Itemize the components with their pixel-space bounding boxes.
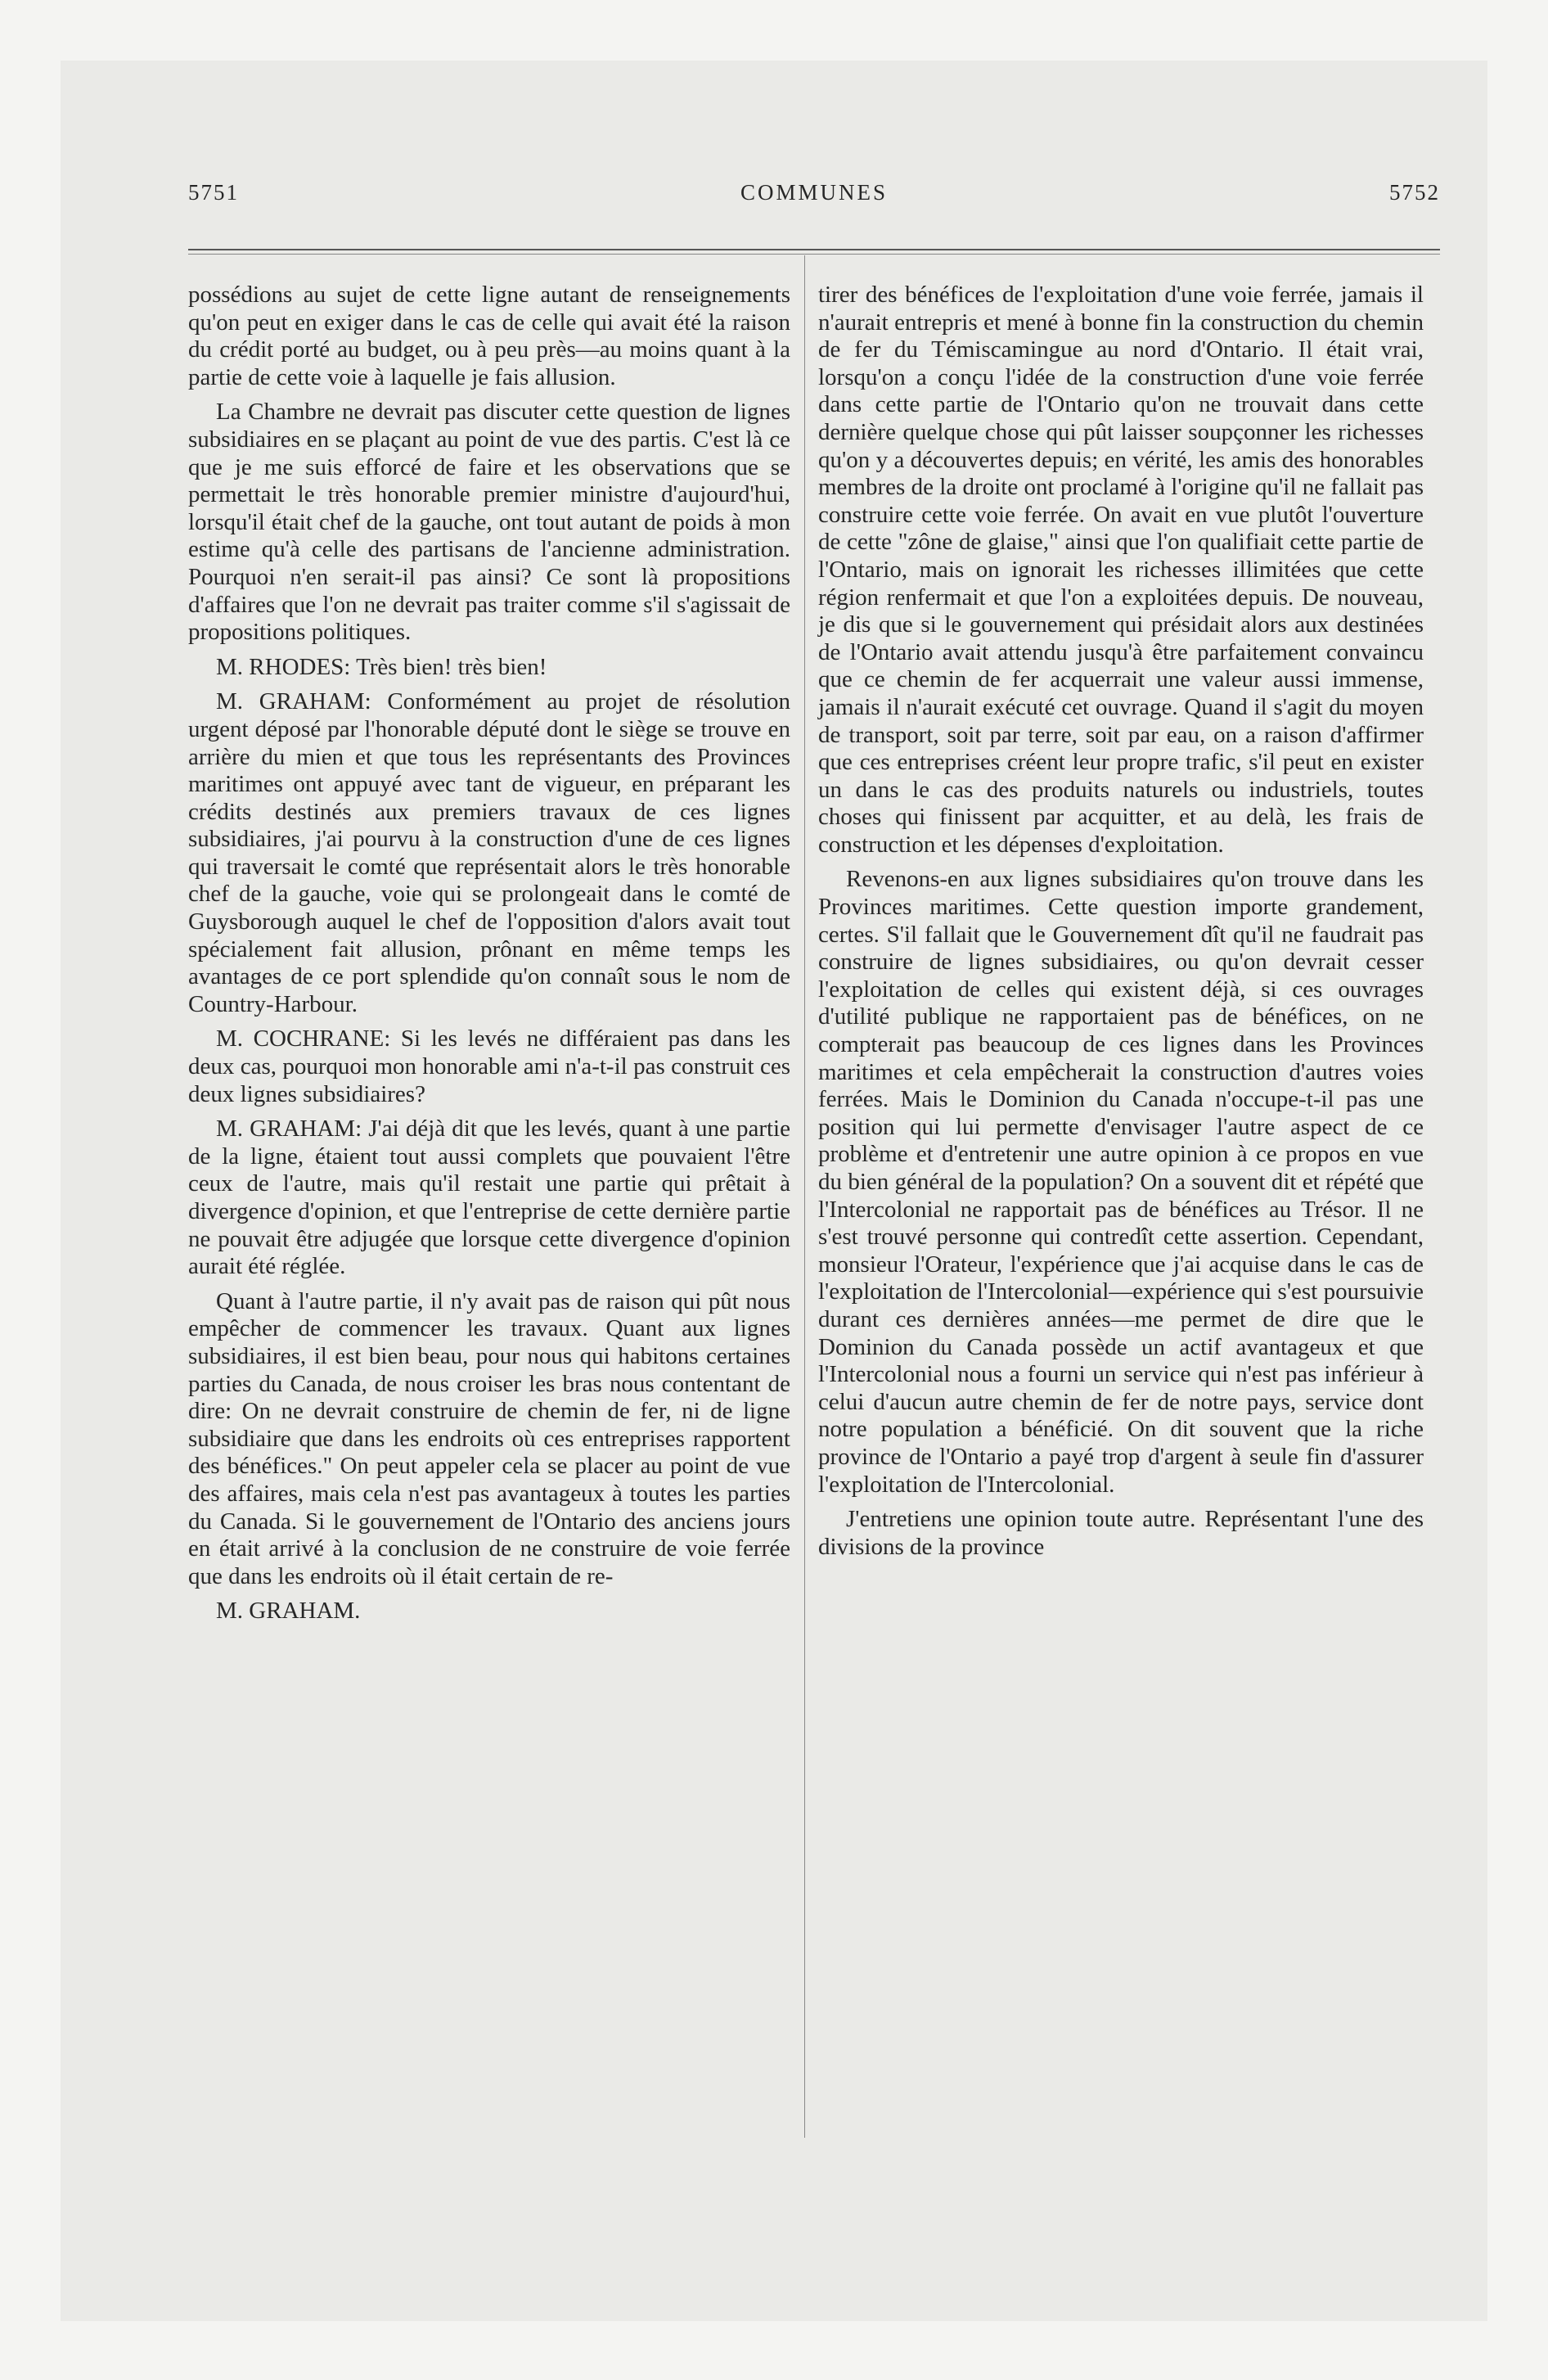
right-column: [818, 282, 1424, 1568]
speaker-signature: M. GRAHAM.: [216, 1598, 361, 1625]
paragraph: M. RHODES: Très bien! très bien!: [216, 653, 547, 680]
paragraph: M. COCHRANE: Si les levés ne différaient pas dans les deux cas, pourquoi mon honorable ami n'a-t-il pas construit ces deux lignes subsidiaires?: [188, 1025, 790, 1107]
paragraph: M. GRAHAM: Conformément au projet de résolution urgent déposé par l'honorable député dont le siège se trouve en arrière du mien et que tous les représentants des Provinces maritimes ont appuyé avec tant de vigueur, en préparant les crédits destinés aux premiers travaux de ces lignes subsidiaires, j'ai pourvu à la construction d'une de ces lignes qui traversait le comté que représentait alors le très honorable chef de la gauche, voie qui se prolongeait dans le comté de Guysborough auquel le chef de l'opposition d'alors avait tout spécialement fait allusion, prônant en même temps les avantages de ce port splendide qu'on connaît sous le nom de Country-Harbour.: [188, 688, 790, 1017]
paragraph: possédions au sujet de cette ligne autant de renseignements qu'on peut en exiger dans le cas de celle qui avait été la raison du crédit porté au budget, ou à peu près—au moins quant à la partie de cette voie à laquelle je fais allusion.: [188, 282, 790, 390]
paragraph: Quant à l'autre partie, il n'y avait pas de raison qui pût nous empêcher de commencer les travaux. Quant aux lignes subsidiaires, il est bien beau, pour nous qui habitons certaines parties du Canada, de nous croiser les bras nous contentant de dire: On ne devrait construire de chemin de fer, ni de ligne subsidiaire que dans les endroits où ces entreprises rapportent des bénéfices." On peut appeler cela se placer au point de vue des affaires, mais cela n'est pas avantageux à toutes les parties du Canada. Si le gouvernement de l'Ontario des anciens jours en était arrivé à la conclusion de ne construire de voie ferrée que dans les endroits où il était certain de re-: [188, 1287, 790, 1589]
column-divider: [804, 255, 805, 2138]
page-number-left: 5751: [188, 180, 239, 205]
hansard-page: [188, 174, 1440, 2262]
header-rule: [188, 249, 1440, 250]
paragraph: tirer des bénéfices de l'exploitation d'une voie ferrée, jamais il n'aurait entrepris et mené à bonne fin la construction du chemin de fer du Témiscamingue au nord d'Ontario. Il était vrai, lorsqu'on a conçu l'idée de la construction d'une voie ferrée dans cette partie de l'Ontario qu'on ne trouvait dans cette dernière quelque chose qui pût laisser soupçonner les richesses qu'on y a découvertes depuis; en vérité, les amis des honorables membres de la droite ont proclamé à l'origine qu'il ne fallait pas construire cette voie ferrée. On avait en vue plutôt l'ouverture de cette "zône de glaise," ainsi que l'on qualifiait cette partie de l'Ontario, mais on ignorait les richesses illimitées que cette région renfermait et que l'on a exploitées depuis. De nouveau, je dis que si le gouvernement qui présidait alors aux destinées de l'Ontario avait attendu jusqu'à être parfaitement convaincu que ce chemin de fer acquerrait une valeur aussi immense, jamais il n'aurait exécuté cet ouvrage. Quand il s'agit du moyen de transport, soit par terre, soit par eau, on a raison d'affirmer que ces entreprises créent leur propre trafic, s'il peut en exister un dans le cas des produits naturels ou industriels, toutes choses qui finissent par acquitter, et au delà, les frais de construction et les dépenses d'exploitation.: [818, 282, 1424, 858]
paragraph: La Chambre ne devrait pas discuter cette question de lignes subsidiaires en se plaçant au point de vue des partis. C'est là ce que je me suis efforcé de faire et les observations que se permettait le très honorable premier ministre d'aujourd'hui, lorsqu'il était chef de la gauche, ont tout autant de poids à mon estime qu'à celle des partisans de l'ancienne administration. Pourquoi n'en serait-il pas ainsi? Ce sont là propositions d'affaires que l'on ne devrait pas traiter comme s'il s'agissait de propositions politiques.: [188, 399, 790, 646]
paragraph: J'entretiens une opinion toute autre. Représentant l'une des divisions de la province: [818, 1506, 1424, 1560]
header-rule-thin: [188, 254, 1440, 255]
paragraph: M. GRAHAM: J'ai déjà dit que les levés, quant à une partie de la ligne, étaient tout aussi complets que pouvaient l'être ceux de l'autre, mais qu'il restait une partie qui prêtait à divergence d'opinion, et que l'entreprise de cette dernière partie ne pouvait être adjugée que lorsque cette divergence d'opinion aurait été réglée.: [188, 1116, 790, 1280]
page-header: [188, 174, 1440, 206]
left-column: [188, 282, 790, 1633]
scanned-sheet: [61, 61, 1487, 2321]
header-title: COMMUNES: [740, 180, 889, 205]
paragraph: Revenons-en aux lignes subsidiaires qu'on trouve dans les Provinces maritimes. Cette question importe grandement, certes. S'il fallait que le Gouvernement dît qu'il ne faudrait pas construire de lignes subsidiaires, ou qu'on devrait cesser l'exploitation de celles qui existent déjà, si ces ouvrages d'utilité publique ne rapportaient pas de bénéfices, on ne compterait pas beaucoup de ces lignes dans les Provinces maritimes et cela empêcherait la construction d'autres voies ferrées. Mais le Dominion du Canada n'occupe-t-il pas une position qui lui permette d'envisager l'autre aspect de ce problème et d'entretenir une autre opinion à ce propos en vue du bien général de la population? On a souvent dit et répété que l'Intercolonial ne rapportait pas de bénéfices au Trésor. Il ne s'est trouvé personne qui contredît cette assertion. Cependant, monsieur l'Orateur, l'expérience que j'ai acquise dans le cas de l'exploitation de l'Intercolonial—expérience qui s'est poursuivie durant ces dernières années—me permet de dire que le Dominion du Canada possède un actif avantageux et que l'Intercolonial nous a fourni un service qui n'est pas inférieur à celui d'aucun autre chemin de fer de notre pays, service dont notre population a bénéficié. On dit souvent que la riche province de l'Ontario a payé trop d'argent à seule fin d'assurer l'exploitation de l'Intercolonial.: [818, 866, 1424, 1498]
page-number-right: 5752: [1389, 180, 1440, 205]
